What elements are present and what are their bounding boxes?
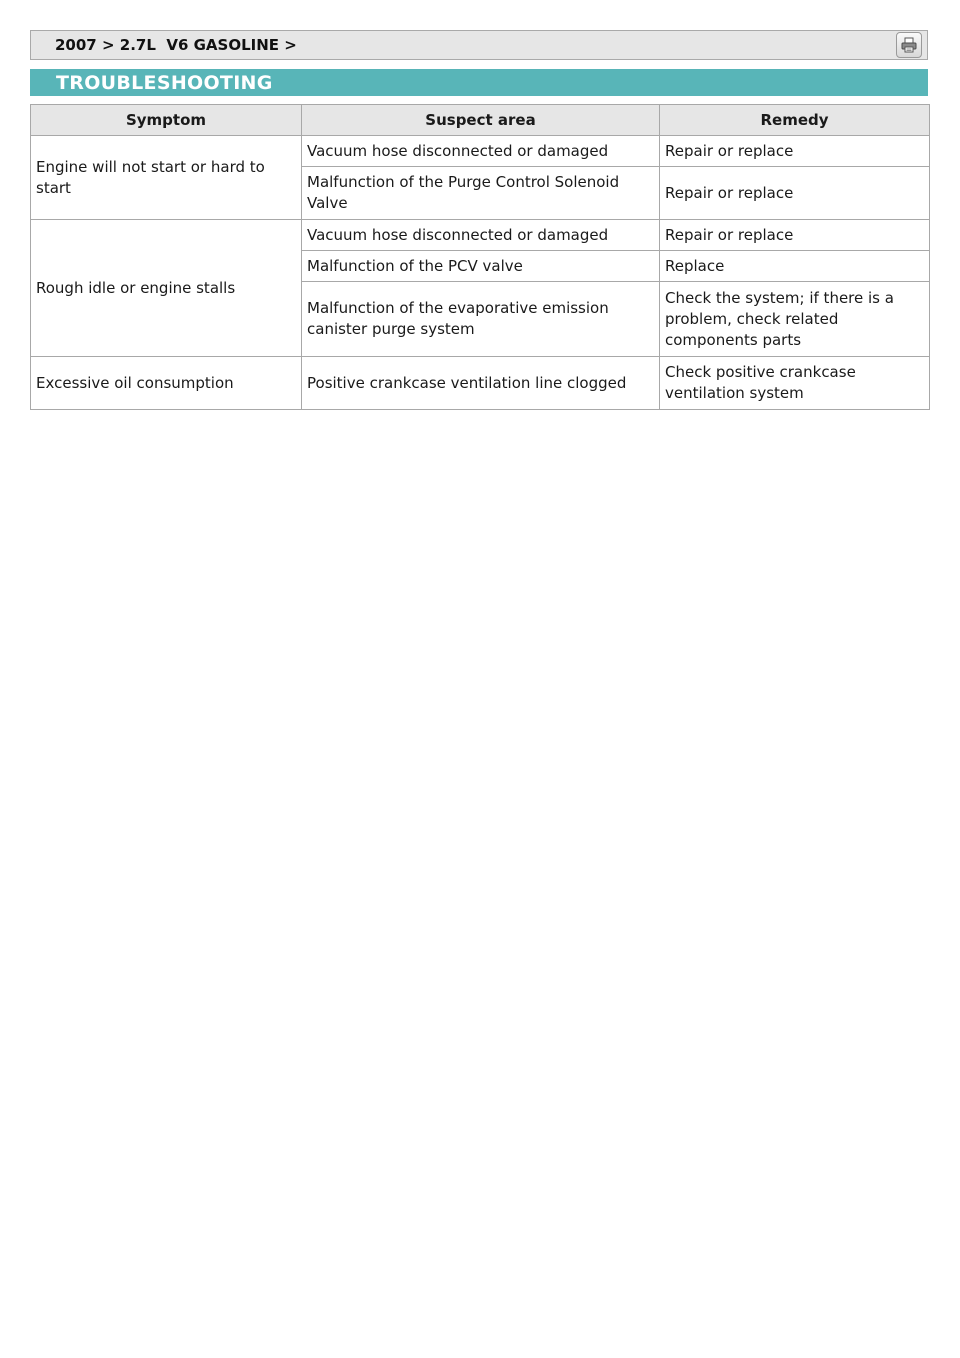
suspect-cell: Vacuum hose disconnected or damaged	[302, 136, 660, 167]
symptom-cell: Rough idle or engine stalls	[31, 220, 302, 357]
suspect-cell: Malfunction of the Purge Control Solenoid Valve	[302, 167, 660, 220]
suspect-cell: Malfunction of the evaporative emission canister purge system	[302, 282, 660, 357]
remedy-cell: Repair or replace	[660, 220, 930, 251]
table-row	[31, 136, 930, 167]
header-symptom: Symptom	[31, 105, 302, 136]
table-row	[31, 357, 930, 410]
table-row	[31, 220, 930, 251]
print-button[interactable]	[896, 32, 922, 58]
troubleshooting-table	[30, 104, 930, 410]
breadcrumb-text: 2007 > 2.7L V6 GASOLINE >	[55, 36, 297, 54]
breadcrumb	[30, 30, 928, 60]
remedy-cell: Repair or replace	[660, 167, 930, 220]
section-title: TROUBLESHOOTING	[56, 71, 273, 94]
symptom-cell: Excessive oil consumption	[31, 357, 302, 410]
remedy-cell: Replace	[660, 251, 930, 282]
section-title-bar	[30, 69, 928, 96]
suspect-cell: Positive crankcase ventilation line clogged	[302, 357, 660, 410]
printer-icon	[900, 36, 918, 54]
remedy-cell: Check the system; if there is a problem, check related components parts	[660, 282, 930, 357]
remedy-cell: Repair or replace	[660, 136, 930, 167]
header-suspect-area: Suspect area	[302, 105, 660, 136]
suspect-cell: Malfunction of the PCV valve	[302, 251, 660, 282]
suspect-cell: Vacuum hose disconnected or damaged	[302, 220, 660, 251]
remedy-cell: Check positive crankcase ventilation system	[660, 357, 930, 410]
symptom-cell: Engine will not start or hard to start	[31, 136, 302, 220]
table-header-row	[31, 105, 930, 136]
header-remedy: Remedy	[660, 105, 930, 136]
